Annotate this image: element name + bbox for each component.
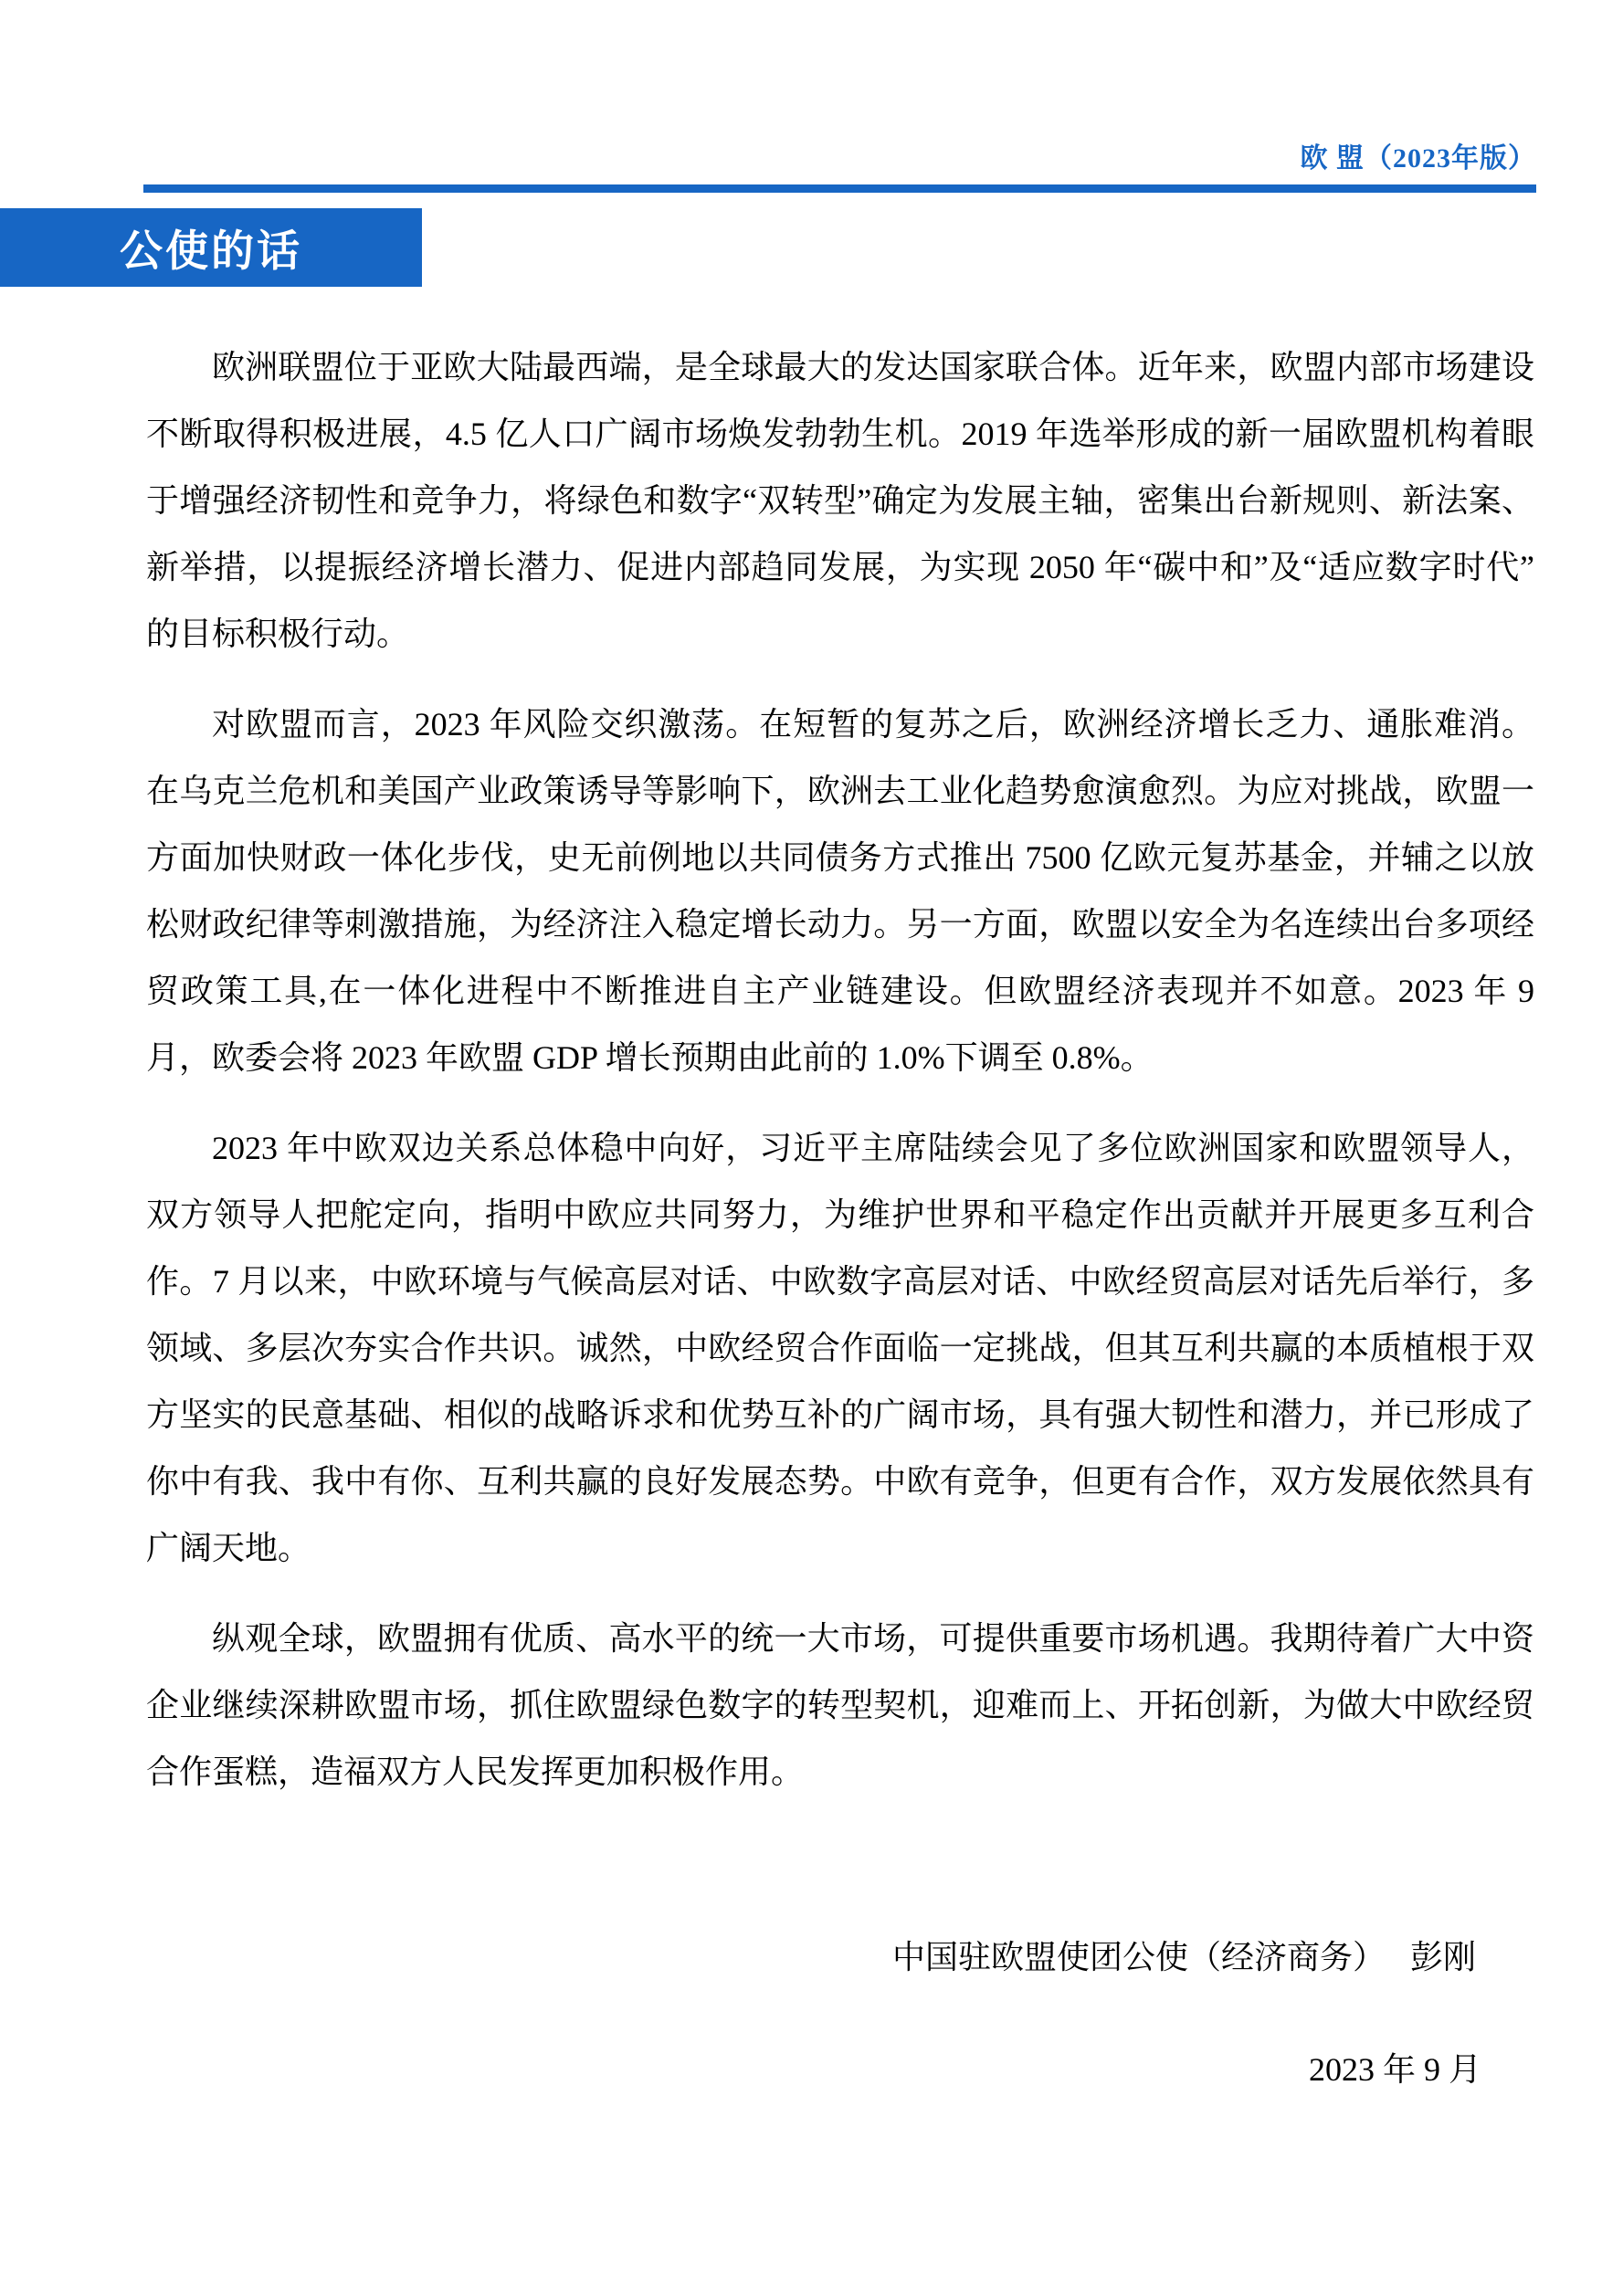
page-header xyxy=(0,0,1623,175)
section-title: 公使的话 xyxy=(120,226,302,275)
paragraph-4: 纵观全球，欧盟拥有优质、高水平的统一大市场，可提供重要市场机遇。我期待着广大中资企业继续深耕欧盟市场，抓住欧盟绿色数字的转型契机，迎难而上、开拓创新，为做大中欧经贸合作蛋糕，造福双方人民发挥更加积极作用。 xyxy=(146,1620,1534,1790)
paragraph-1: 欧洲联盟位于亚欧大陆最西端，是全球最大的发达国家联合体。近年来，欧盟内部市场建设不断取得积极进展，4.5 亿人口广阔市场焕发勃勃生机。2019 年选举形成的新一届欧盟机构着眼于增强经济韧性和竞争力，将绿色和数字“双转型”确定为发展主轴，密集出台新规则、新法案、新举措，以提振经济增长潜力、促进内部趋同发展，为实现 2050 年“碳中和”及“适应数字时代”的目标积极行动。 xyxy=(146,349,1534,652)
paragraph-3: 2023 年中欧双边关系总体稳中向好，习近平主席陆续会见了多位欧洲国家和欧盟领导人，双方领导人把舵定向，指明中欧应共同努力，为维护世界和平稳定作出贡献并开展更多互利合作。7 月以来，中欧环境与气候高层对话、中欧数字高层对话、中欧经贸高层对话先后举行，多领域、多层次夯实合作共识。诚然，中欧经贸合作面临一定挑战，但其互利共赢的本质植根于双方坚实的民意基础、相似的战略诉求和优势互补的广阔市场，具有强大韧性和潜力，并已形成了你中有我、我中有你、互利共赢的良好发展态势。中欧有竞争，但更有合作，双方发展依然具有广阔天地。 xyxy=(146,1130,1534,1566)
section-title-box xyxy=(0,208,422,287)
paragraph-2: 对欧盟而言，2023 年风险交织激荡。在短暂的复苏之后，欧洲经济增长乏力、通胀难消。在乌克兰危机和美国产业政策诱导等影响下，欧洲去工业化趋势愈演愈烈。为应对挑战，欧盟一方面加快财政一体化步伐，史无前例地以共同债务方式推出 7500 亿欧元复苏基金，并辅之以放松财政纪律等刺激措施，为经济注入稳定增长动力。另一方面，欧盟以安全为名连续出台多项经贸政策工具,在一体化进程中不断推进自主产业链建设。但欧盟经济表现并不如意。2023 年 9 月，欧委会将 2023 年欧盟 GDP 增长预期由此前的 1.0%下调至 0.8%。 xyxy=(146,706,1534,1076)
signature-line: 中国驻欧盟使团公使（经济商务） 彭刚 xyxy=(891,1939,1476,1975)
signature-date: 2023 年 9 月 xyxy=(1308,2051,1481,2088)
header-rule xyxy=(143,184,1536,193)
body-content xyxy=(146,334,1534,2103)
edition-label: 欧 盟（2023年版） xyxy=(1300,143,1536,174)
